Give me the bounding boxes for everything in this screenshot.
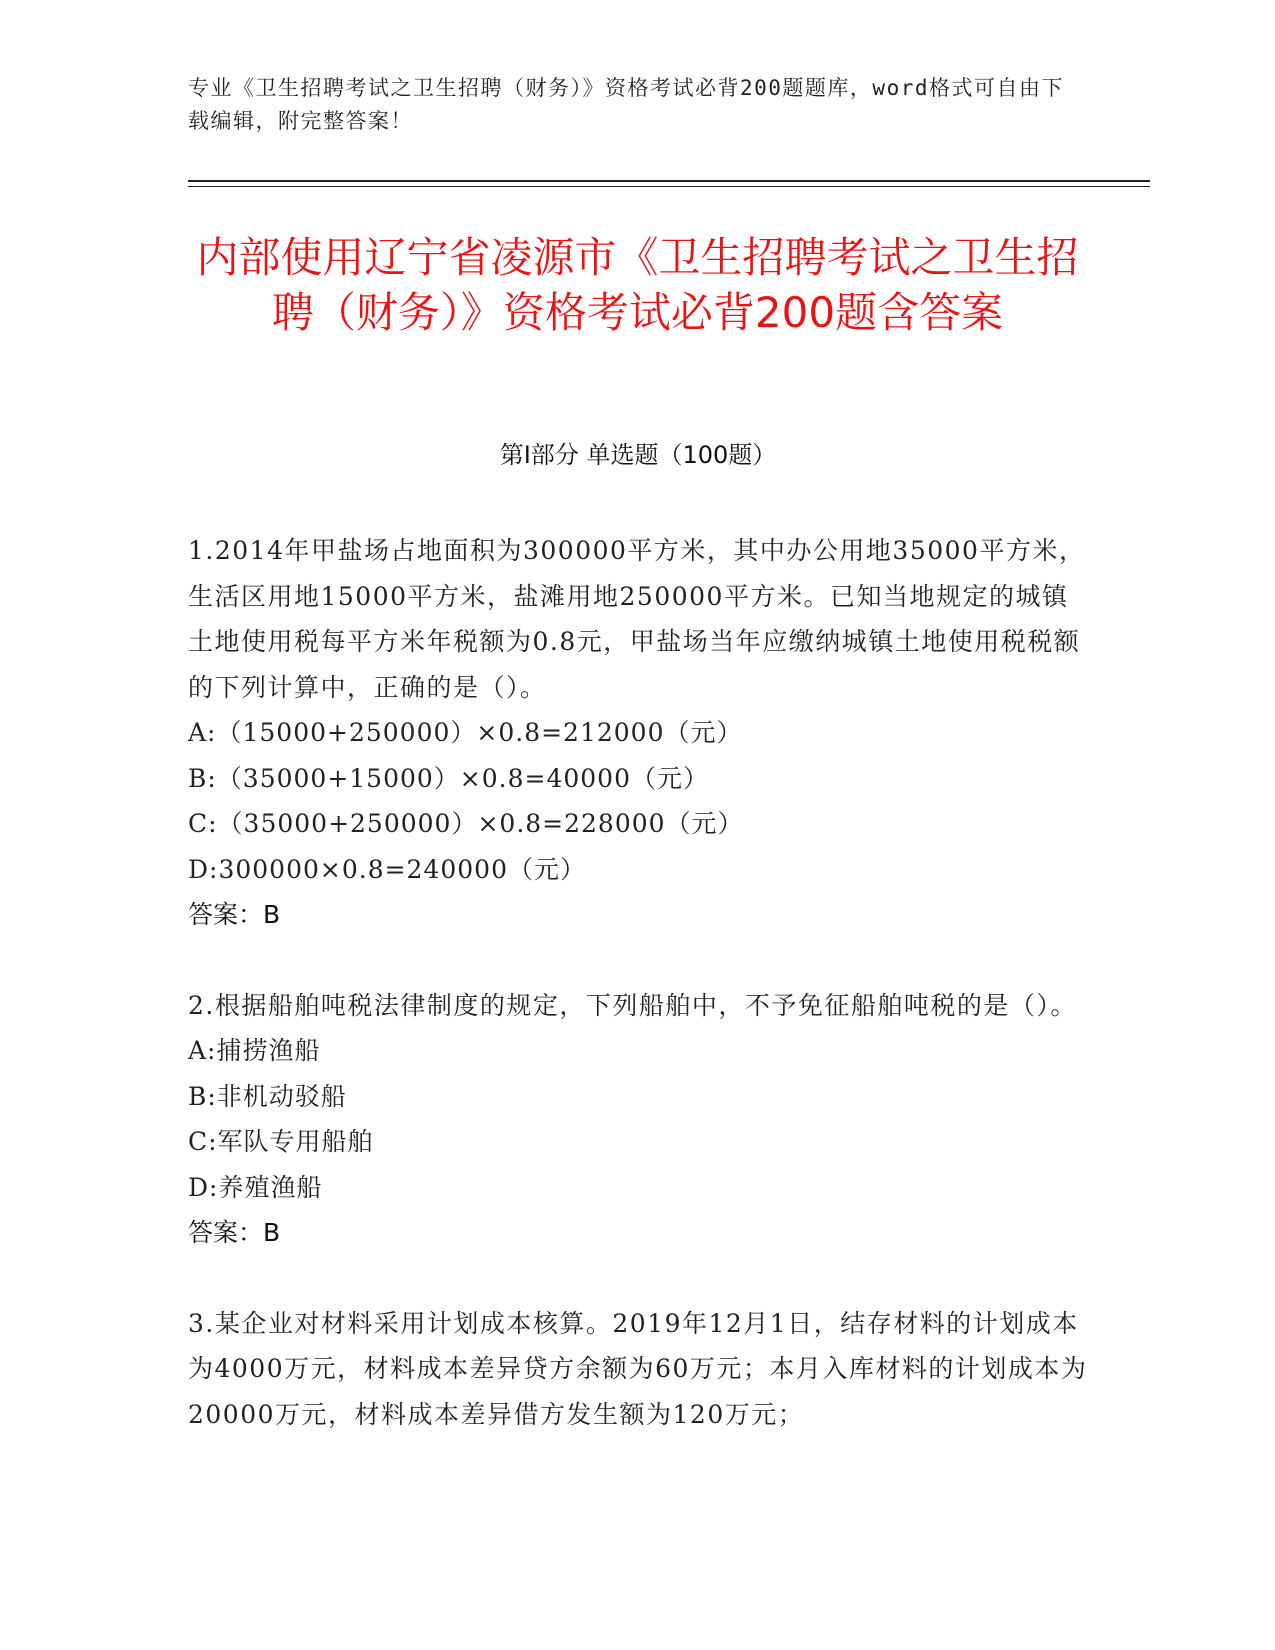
option-b: B:非机动驳船 <box>188 1081 347 1111</box>
question-stem: 2.根据船舶吨税法律制度的规定，下列船舶中，不予免征船舶吨税的是（）。 <box>188 990 1077 1020</box>
option-a: A:捕捞渔船 <box>188 1036 321 1065</box>
answer: 答案：B <box>188 900 281 929</box>
document-title: 内部使用辽宁省凌源市《卫生招聘考试之卫生招聘（财务）》资格考试必背200题含答案 <box>196 233 1079 337</box>
question-stem: 1.2014年甲盐场占地面积为300000平方米，其中办公用地35000平方米，生活区用地15000平方米，盐滩用地250000平方米。已知当地规定的城镇土地使用税每平方米年税额为0.8元，甲盐场当年应缴纳城镇土地使用税税额的下列计算中，正确的是（）。 <box>188 536 1086 702</box>
option-a: A:（15000+250000）×0.8=212000（元） <box>188 718 743 747</box>
answer: 答案：B <box>188 1218 281 1247</box>
header-divider <box>188 180 1150 182</box>
option-c: C:（35000+250000）×0.8=228000（元） <box>188 809 744 838</box>
question-2 <box>188 983 1088 1256</box>
option-c: C:军队专用船舶 <box>188 1127 374 1156</box>
option-d: D:养殖渔船 <box>188 1172 323 1202</box>
section-title: 第I部分 单选题（100题） <box>499 441 777 469</box>
question-stem: 3.某企业对材料采用计划成本核算。2019年12月1日，结存材料的计划成本为4000万元，材料成本差异贷方余额为60万元；本月入库材料的计划成本为20000万元，材料成本差异借方发生额为120万元； <box>188 1308 1088 1429</box>
header-note: 专业《卫生招聘考试之卫生招聘（财务）》资格考试必背200题题库，word格式可自由下载编辑，附完整答案！ <box>188 76 1064 133</box>
question-list <box>188 528 1088 1482</box>
option-b: B:（35000+15000）×0.8=40000（元） <box>188 763 709 793</box>
option-d: D:300000×0.8=240000（元） <box>188 854 586 884</box>
question-1 <box>188 528 1088 938</box>
question-3 <box>188 1301 1088 1438</box>
header-divider-thin <box>188 186 1150 187</box>
